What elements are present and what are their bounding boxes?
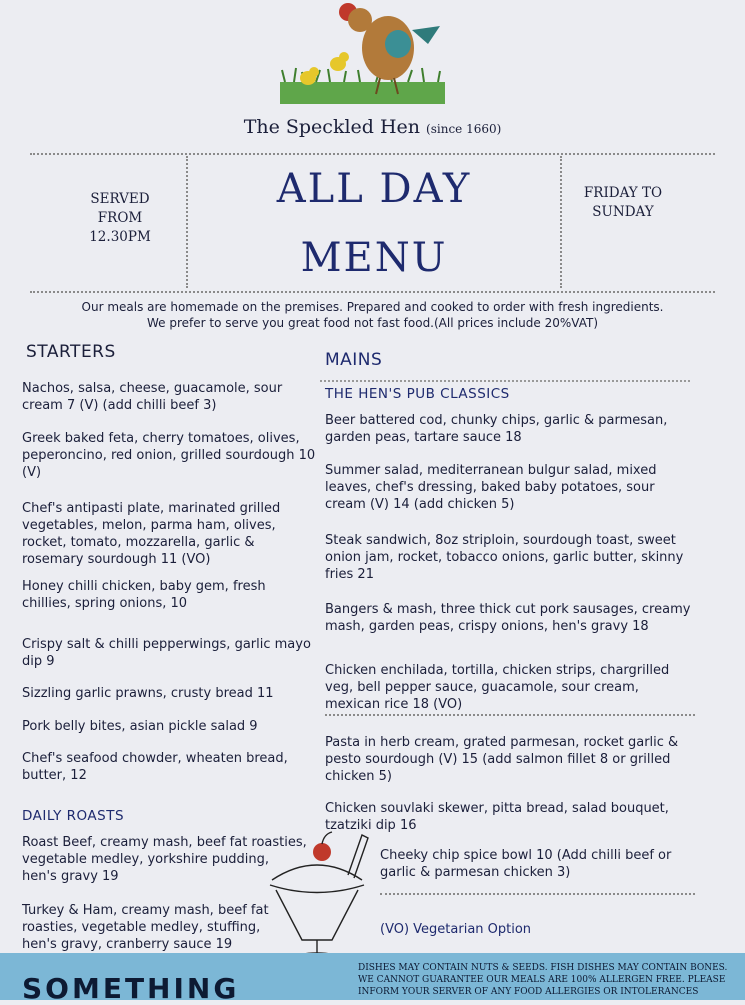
served-line: SERVED <box>90 191 150 207</box>
main-item: Chicken enchilada, tortilla, chicken strips, chargrilled veg, bell pepper sauce, guacamole, sour cream, mexican rice 18 (VO) <box>325 663 670 712</box>
starter-item: Chef's seafood chowder, wheaten bread, butter, 12 <box>22 751 288 783</box>
roast-item: Turkey & Ham, creamy mash, beef fat roasties, vegetable medley, stuffing, hen's gravy, cranberry sauce 19 <box>22 903 269 952</box>
restaurant-name-text: The Speckled Hen <box>243 116 421 138</box>
mains-heading: MAINS <box>325 350 383 370</box>
starter-item: Crispy salt & chilli pepperwings, garlic mayo dip 9 <box>22 637 311 669</box>
served-line: 12.30PM <box>89 229 151 245</box>
allergen-notice: DISHES MAY CONTAIN NUTS & SEEDS. FISH DISHES MAY CONTAIN BONES. WE CANNOT GUARANTEE OUR MEALS ARE 100% ALLERGEN FREE. PLEASE INFORM YOUR SERVER OF ANY FOOD ALLERGIES OR INTOLERANCES <box>358 963 728 997</box>
roast-item: Roast Beef, creamy mash, beef fat roasties, vegetable medley, yorkshire pudding, hen's gravy 19 <box>22 835 307 884</box>
starter-item: Nachos, salsa, cheese, guacamole, sour cream 7 (V) (add chilli beef 3) <box>22 381 283 413</box>
starter-item: Greek baked feta, cherry tomatoes, olives, peperoncino, red onion, grilled sourdough 10 (V) <box>22 431 316 480</box>
starters-heading: STARTERS <box>26 342 116 362</box>
main-item: Chicken souvlaki skewer, pitta bread, salad bouquet, tzatziki dip 16 <box>325 801 669 833</box>
main-item: Pasta in herb cream, grated parmesan, rocket garlic & pesto sourdough (V) 15 (add salmon fillet 8 or grilled chicken 5) <box>325 735 679 784</box>
starter-item: Honey chilli chicken, baby gem, fresh chillies, spring onions, 10 <box>22 579 266 611</box>
served-line: FROM <box>97 210 143 226</box>
restaurant-name <box>0 116 745 138</box>
classics-heading: THE HEN'S PUB CLASSICS <box>325 386 510 402</box>
days-line: SUNDAY <box>592 204 654 220</box>
divider-bottom <box>30 291 715 293</box>
divider-top <box>30 153 715 155</box>
main-item: Steak sandwich, 8oz striploin, sourdough toast, sweet onion jam, rocket, tobacco onions, garlic butter, skinny fries 21 <box>325 533 684 582</box>
daily-roasts-heading: DAILY ROASTS <box>22 808 125 824</box>
divider-right <box>560 156 562 288</box>
vegetarian-note: (VO) Vegetarian Option <box>380 922 532 937</box>
served-from-label <box>72 190 168 247</box>
intro-line: We prefer to serve you great food not fast food.(All prices include 20%VAT) <box>146 316 598 330</box>
main-item: Bangers & mash, three thick cut pork sausages, creamy mash, garden peas, crispy onions, hen's gravy 18 <box>325 602 691 634</box>
menu-title-line1: ALL DAY <box>276 166 472 212</box>
starter-item: Pork belly bites, asian pickle salad 9 <box>22 719 258 734</box>
main-item: Cheeky chip spice bowl 10 (Add chilli beef or garlic & parmesan chicken 3) <box>380 848 672 880</box>
hen-logo-icon <box>280 0 445 104</box>
menu-title-line2: MENU <box>300 235 448 281</box>
since-label: (since 1660) <box>426 122 502 136</box>
starter-item: Chef's antipasti plate, marinated grilled vegetables, melon, parma ham, olives, rocket, tomato, mozzarella, garlic & rosemary sourdough 11 (VO) <box>22 501 281 567</box>
main-item: Beer battered cod, chunky chips, garlic & parmesan, garden peas, tartare sauce 18 <box>325 413 668 445</box>
right-column <box>325 348 705 948</box>
intro-line: Our meals are homemade on the premises. Prepared and cooked to order with fresh ingredients. <box>81 300 664 314</box>
days-line: FRIDAY TO <box>583 185 663 201</box>
starter-item: Sizzling garlic prawns, crusty bread 11 <box>22 686 274 701</box>
intro-text <box>40 299 705 331</box>
mains-divider <box>325 714 695 716</box>
days-label <box>568 184 678 222</box>
footer-heading: SOMETHING <box>22 972 240 1005</box>
main-item: Summer salad, mediterranean bulgur salad, mixed leaves, chef's dressing, baked baby potatoes, sour cream (V) 14 (add chicken 5) <box>325 463 657 512</box>
chick-icon <box>300 52 349 85</box>
mains-divider <box>380 893 695 895</box>
